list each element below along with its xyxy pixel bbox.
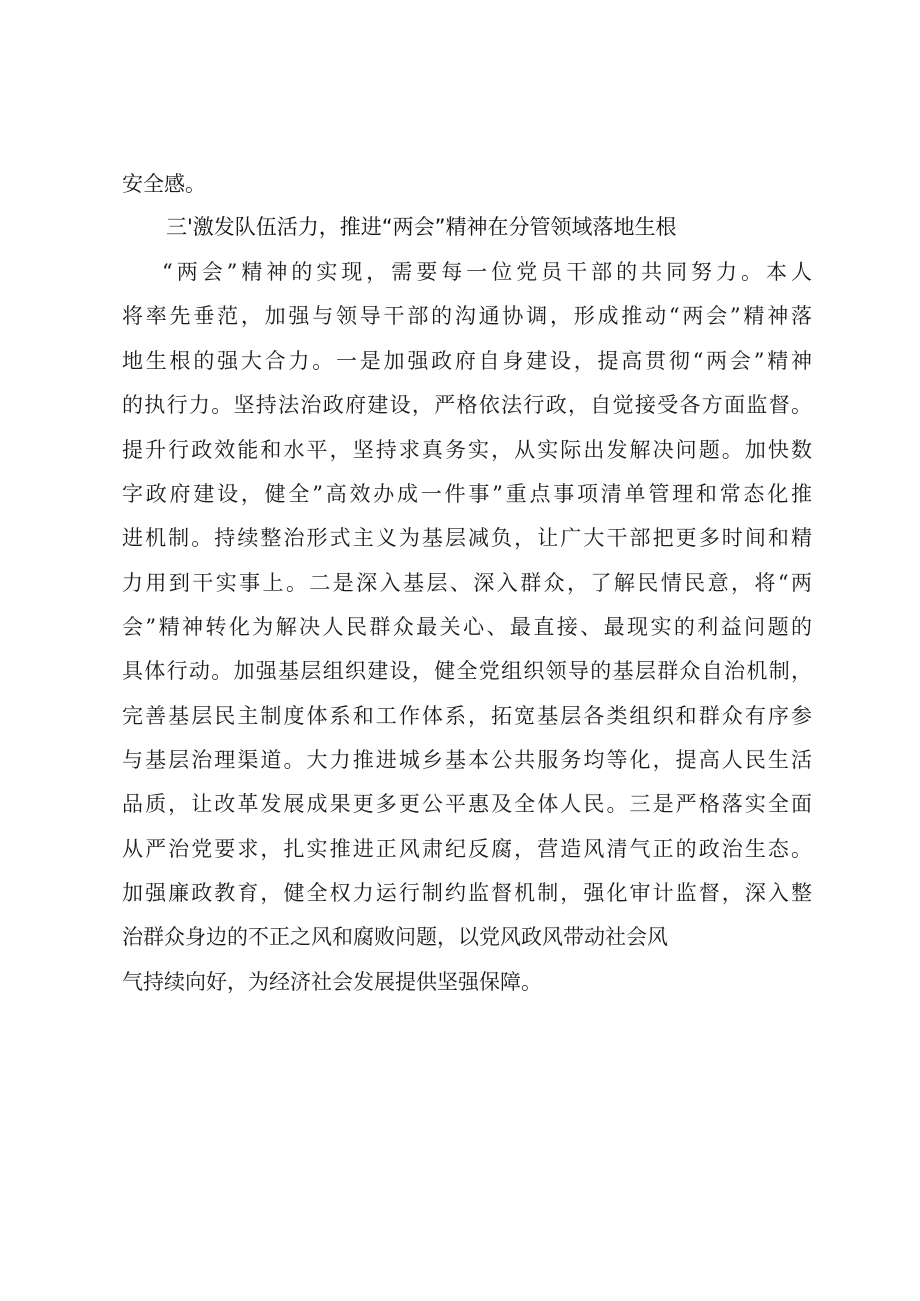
paragraph-line: 进机制。持续整治形式主义为基层减负，让广大干部把更多时间和精 [122, 526, 812, 550]
previous-paragraph-tail: 安全感。 [122, 172, 206, 196]
paragraph-line: 治群众身边的不正之风和腐败问题，以党风政风带动社会风 [122, 925, 668, 949]
paragraph-line: 气持续向好，为经济社会发展提供坚强保障。 [122, 970, 542, 994]
paragraph-line: 完善基层民主制度体系和工作体系，拓宽基层各类组织和群众有序参 [122, 704, 812, 728]
section-heading: 三'激发队伍活力，推进“两会”精神在分管领域落地生根 [166, 215, 677, 239]
paragraph-line: 具体行动。加强基层组织建设，健全党组织领导的基层群众自治机制， [122, 659, 812, 683]
paragraph-line: 品质，让改革发展成果更多更公平惠及全体人民。三是严格落实全面 [122, 792, 812, 816]
paragraph-line: 的执行力。坚持法治政府建设，严格依法行政，自觉接受各方面监督。 [122, 393, 812, 417]
paragraph-line: 从严治党要求，扎实推进正风肃纪反腐，营造风清气正的政治生态。 [122, 837, 812, 861]
paragraph-line: 地生根的强大合力。一是加强政府自身建设，提高贯彻“两会”精神 [122, 349, 812, 373]
paragraph-line: 会”精神转化为解决人民群众最关心、最直接、最现实的利益问题的 [122, 615, 812, 639]
paragraph-line: 字政府建设，健全”高效办成一件事”重点事项清单管理和常态化推 [122, 482, 812, 506]
paragraph-line: 提升行政效能和水平，坚持求真务实，从实际出发解决问题。加快数 [122, 438, 812, 462]
paragraph-line: 将率先垂范，加强与领导干部的沟通协调，形成推动“两会”精神落 [122, 304, 812, 328]
paragraph-line: 与基层治理渠道。大力推进城乡基本公共服务均等化，提高人民生活 [122, 748, 812, 772]
paragraph-line: 加强廉政教育，健全权力运行制约监督机制，强化审计监督，深入整 [122, 881, 812, 905]
paragraph-line: 力用到干实事上。二是深入基层、深入群众，了解民情民意，将“两 [122, 571, 812, 595]
paragraph-line: “两会”精神的实现，需要每一位党员干部的共同努力。本人 [162, 260, 812, 284]
